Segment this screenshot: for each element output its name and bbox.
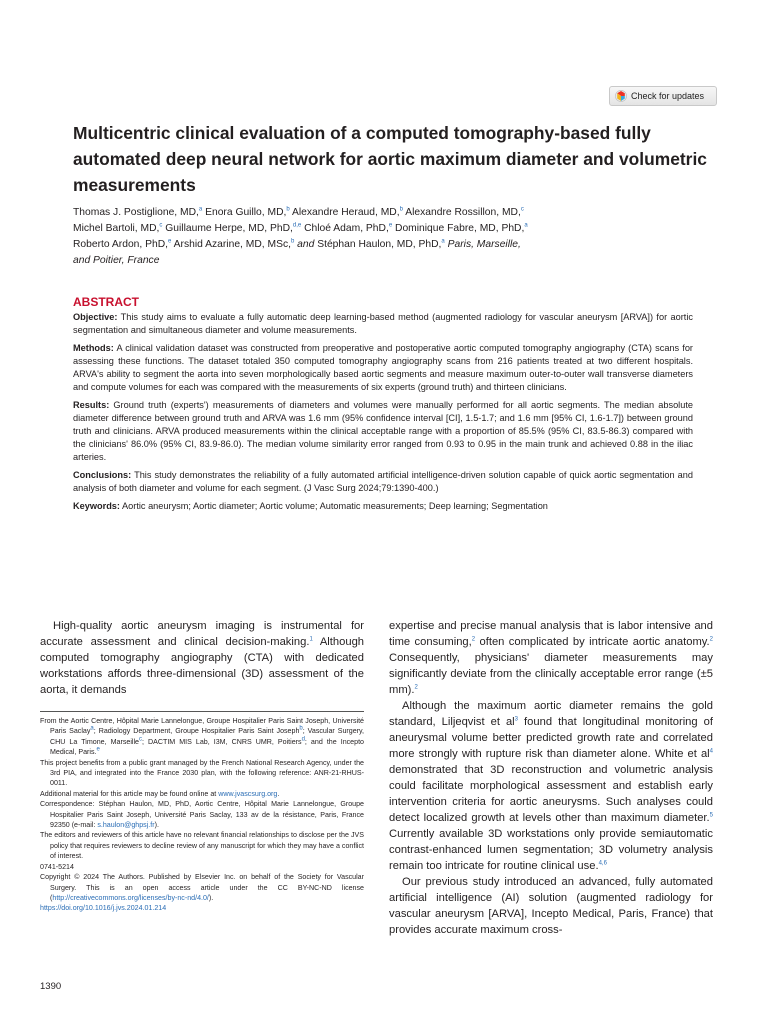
citation-link[interactable]: 5 bbox=[709, 812, 713, 819]
check-updates-label: Check for updates bbox=[631, 91, 705, 101]
funding-note: This project benefits from a public grant managed by the French National Research Agency, under the 3rd PIA, and integrated into the France 2030 plan, with the following reference: ANR-21-RHUS-0011. bbox=[40, 758, 364, 788]
check-for-updates-button[interactable] bbox=[609, 86, 717, 106]
abstract-objective: Objective: This study aims to evaluate a fully automatic deep learning-based method (augmented radiology for vascular aneurysm [ARVA]) for aortic segmentation and simultaneous diameter and volume measurements. bbox=[73, 312, 693, 335]
additional-material-note: Additional material for this article may be found online at www.jvascsurg.org. bbox=[40, 789, 280, 798]
doi-link[interactable]: https://doi.org/10.1016/j.jvs.2024.01.214 bbox=[40, 904, 167, 913]
citation-link[interactable]: 2 bbox=[471, 636, 476, 643]
abstract-conclusions: Conclusions: This study demonstrates the reliability of a fully automated artificial intelligence-driven solution capable of quick aortic segmentation and analysis of both diameter and volume for each segment. (J Vasc Surg 2024;79:1390-400.) bbox=[73, 470, 693, 493]
footnotes bbox=[40, 711, 364, 914]
body-paragraph-2: Although the maximum aortic diameter remains the gold standard, Liljeqvist et $al^3$ found that longitudinal monitoring of aneurysmal volume better predicted growth rate and correlated more strongly with rupture risk than diameter alone. White et $al^4$ demonstrated that 3D reconstruction and volumetric analysis could facilitate morphological assessment and establish early intervention criteria for aortic aneurysms. Such analyses could detect localized growth at levels other than maximum diameter.$^5$ Currently available 3D workstations only provide semiautomatic contrast-enhanced lumen segmentation; 3D volumetry analysis remain too intricate for routine clinical use.$^{4,6}$ bbox=[389, 700, 713, 872]
article-title: Multicentric clinical evaluation of a computed tomography-based fully automated deep neural network for aortic maximum diameter and volumetric measurements bbox=[73, 123, 707, 195]
citation-link[interactable]: 1 bbox=[309, 636, 313, 643]
affiliations-note: From the Aortic Centre, Hôpital Marie Lannelongue, Groupe Hospitalier Paris Saint Joseph, Université Paris Saclay$^a$; Radiology Department, Groupe Hospitalier Paris Saint Joseph$^b$; Vascular Surgery, CHU La Timone, Marseille$^c$; DACTIM MIS Lab, I3M, CNRS UMR, Poitiers$^d$; and the Incepto Medical, Paris.$^e$ bbox=[40, 717, 364, 757]
right-column bbox=[389, 618, 713, 938]
page-number: 1390 bbox=[40, 981, 62, 992]
disclosure-note: The editors and reviewers of this article have no relevant financial relationships to disclose per the JVS policy that requires reviewers to decline review of any manuscript for which they may have a conflict of interest. bbox=[40, 831, 364, 861]
abstract-results: Results: Ground truth (experts') measurements of diameters and volumes were manually performed for all aortic segments. The median absolute diameter difference between ground truth and ARVA was 1.6 mm (95% confidence interval [CI], 1.5-1.7; and 1.6 mm [95% CI, 1.6-1.7]) between ground truth and clinicians. ARVA produced measurements within the clinical acceptable range with a proportion of 85.5% (95% CI, 83.5-86.3) compared with the clinicians' 86.0% (95% CI, 83.9-86.0). The median volume similarity error ranged from 0.93 to 0.95 in the main trunk and achieved 0.88 in the iliac arteries. bbox=[73, 400, 693, 462]
intro-paragraph: High-quality aortic aneurysm imaging is instrumental for accurate assessment and clinical decision-making.$^1$ Although computed tomography angiography (CTA) with dedicated workstations affords three-dimensional (3D) assessment of the aorta, it demands bbox=[40, 620, 365, 696]
license-link[interactable]: http://creativecommons.org/licenses/by-nc-nd/4.0/ bbox=[52, 893, 209, 902]
abstract-methods: Methods: A clinical validation dataset was constructed from preoperative and postoperative aortic computed tomography angiography (CTA) scans for assessing these functions. The dataset totaled 350 computed tomography angiography scans from 216 patients treated at two different hospitals. ARVA's ability to segment the aorta into seven morphologically based aortic segments and measure maximum outer-to-outer wall transverse diameters and compute volumes for each was compared with the measurements of six experts (ground truth) and thirteen clinicians. bbox=[73, 343, 693, 392]
left-column bbox=[40, 618, 364, 698]
citation-link[interactable]: 3 bbox=[514, 716, 519, 723]
abstract-keywords: Keywords: Aortic aneurysm; Aortic diameter; Aortic volume; Automatic measurements; Deep learning; Segmentation bbox=[73, 501, 548, 511]
citation-link[interactable]: 4 bbox=[709, 748, 713, 755]
crossmark-icon bbox=[615, 90, 627, 102]
author-list: Thomas J. Postiglione, MD,$^a$ Enora Guillo, MD,$^b$ Alexandre Heraud, MD,$^b$ Alexandre Rossillon, MD,$^c$ Michel Bartoli, MD,$^c$ Guillaume Herpe, MD, PhD,$^{d,e}$ Chloé Adam, PhD,$^e$ Dominique Fabre, MD, PhD,$^a$ Roberto Ardon, PhD,$^e$ Arshid Azarine, MD, MSc,$^b$ and Stéphan Haulon, MD, PhD,$^a$ Paris, Marseille, and Poitier, France bbox=[73, 206, 528, 266]
citation-link[interactable]: 2 bbox=[709, 636, 713, 643]
issn: 0741-5214 bbox=[40, 862, 74, 871]
body-paragraph-1: expertise and precise manual analysis that is labor intensive and time consuming,$^2$ often complicated by intricate aortic anatomy.$^2$ Consequently, physicians' diameter measurements may significantly deviate from the clinically acceptable error range (±5 mm).$^2$ bbox=[389, 620, 713, 696]
abstract bbox=[73, 295, 693, 518]
body-paragraph-3: Our previous study introduced an advanced, fully automated artificial intelligence (AI) solution (augmented radiology for vascular aneurysm [ARVA], Incepto Medical, Paris, France) that provides accurate maximum cross- bbox=[389, 876, 713, 936]
copyright-note: Copyright © 2024 The Authors. Published by Elsevier Inc. on behalf of the Society for Vascular Surgery. This is an open access article under the CC BY-NC-ND license (http://creativecommons.org/licenses/by-nc-nd/4.0/). bbox=[40, 873, 364, 902]
correspondence-note: Correspondence: Stéphan Haulon, MD, PhD, Aortic Centre, Hôpital Marie Lannelongue, Groupe Hospitalier Paris Saint Joseph, Université Paris Saclay, 133 av de la résistance, Paris, France 92350 (e-mail: s.haulon@ghpsj.fr). bbox=[40, 800, 364, 830]
email-link[interactable]: s.haulon@ghpsj.fr bbox=[97, 821, 155, 830]
citation-link[interactable]: 4,6 bbox=[598, 860, 607, 867]
journal-website-link[interactable]: www.jvascsurg.org bbox=[218, 789, 278, 798]
abstract-heading: ABSTRACT bbox=[73, 295, 139, 309]
citation-link[interactable]: 2 bbox=[414, 684, 418, 691]
